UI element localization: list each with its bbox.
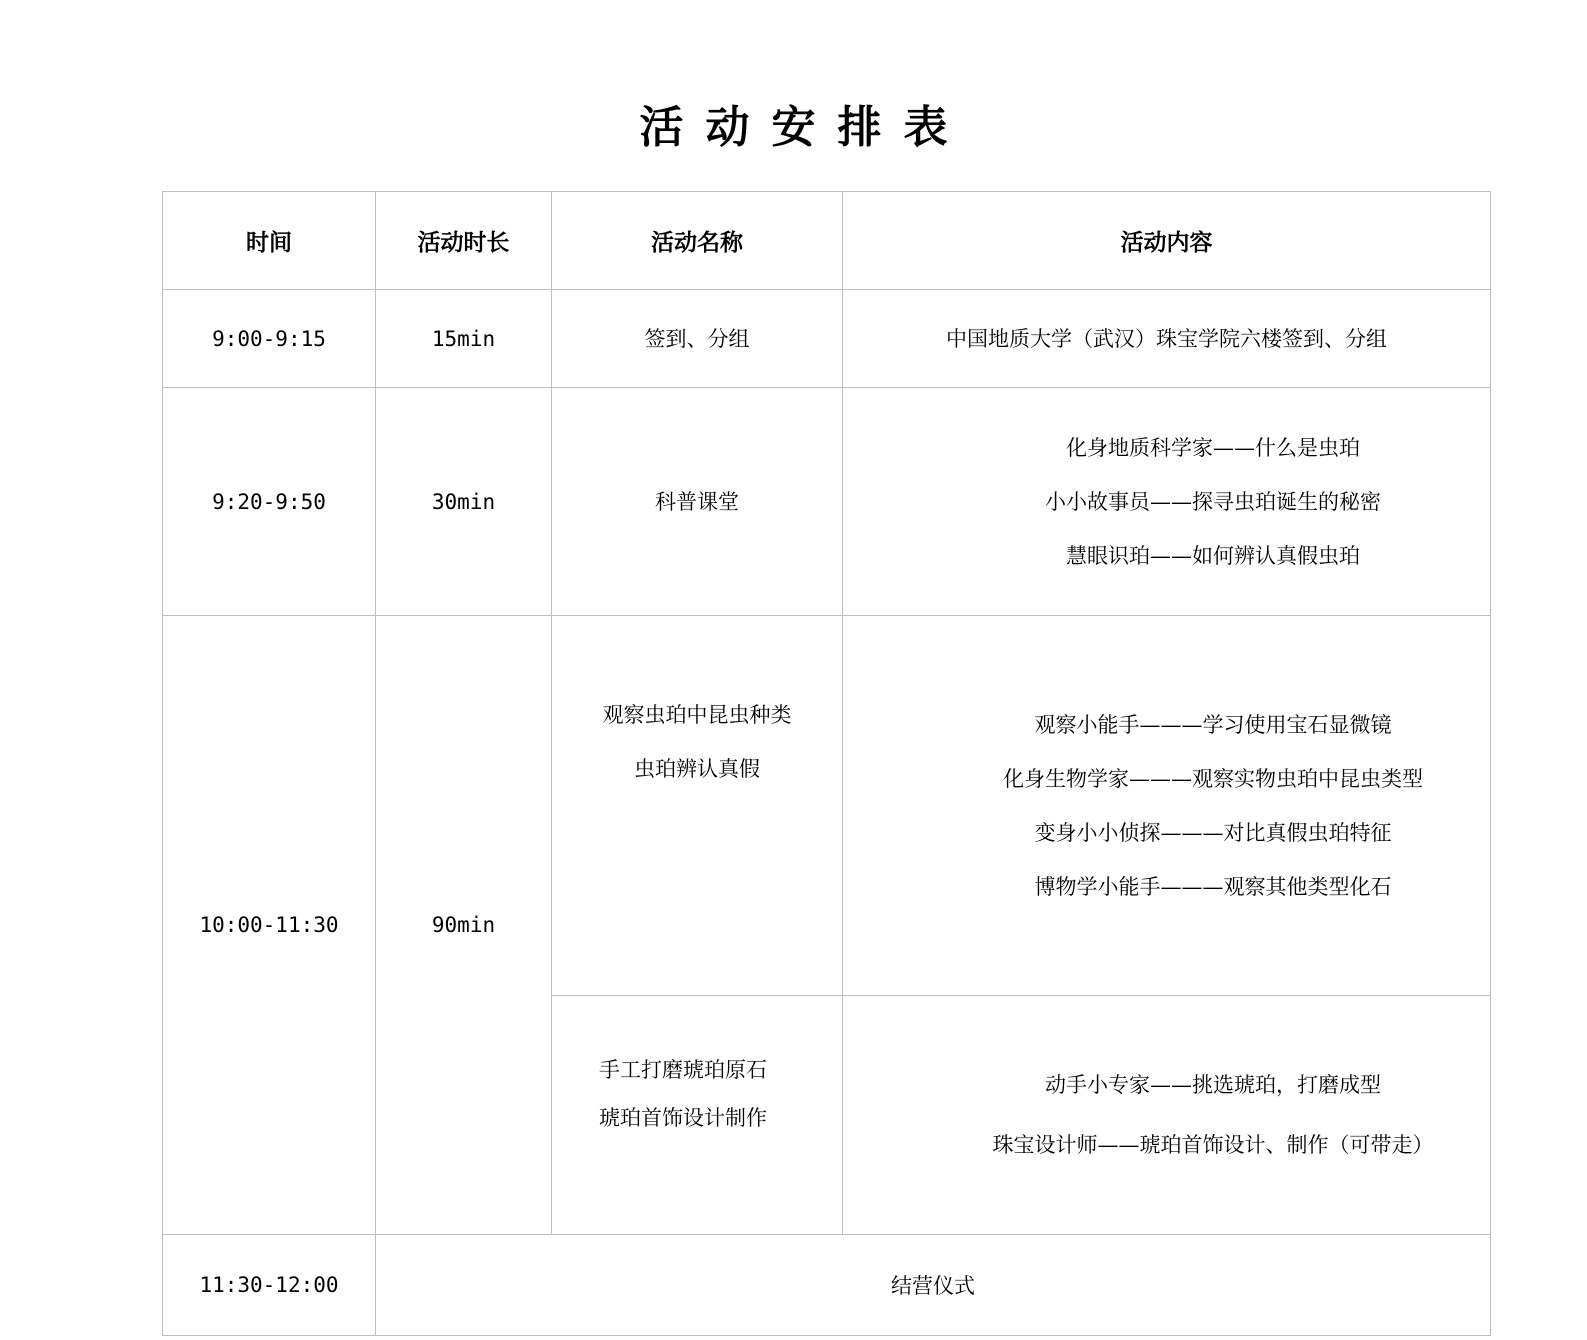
header-content: 活动内容 bbox=[843, 192, 1491, 290]
duration-cell: 90min bbox=[376, 616, 552, 1235]
schedule-table bbox=[162, 191, 1491, 1336]
activity-name-cell bbox=[552, 996, 843, 1235]
activity-content-line: 中国地质大学（武汉）珠宝学院六楼签到、分组 bbox=[946, 326, 1387, 351]
activity-name-cell bbox=[552, 388, 843, 616]
activity-name-cell bbox=[552, 616, 843, 996]
page-title: 活动安排表 bbox=[639, 102, 970, 153]
activity-name: 观察虫珀中昆虫种类 bbox=[602, 703, 792, 727]
table-row bbox=[163, 1235, 1491, 1336]
table-header-row bbox=[163, 192, 1491, 290]
table-row bbox=[163, 388, 1491, 616]
activity-content-line: 动手小专家——挑选琥珀，打磨成型 bbox=[1045, 1073, 1381, 1097]
time-cell: 9:00-9:15 bbox=[163, 290, 376, 388]
activity-name: 琥珀首饰设计制作 bbox=[599, 1106, 767, 1130]
activity-name: 科普课堂 bbox=[655, 489, 739, 514]
activity-content-line: 观察小能手———学习使用宝石显微镜 bbox=[1034, 712, 1392, 737]
activity-name: 虫珀辨认真假 bbox=[634, 757, 760, 781]
activity-content-line: 变身小小侦探———对比真假虫珀特征 bbox=[1034, 820, 1392, 845]
merged-activity-cell: 结营仪式 bbox=[376, 1235, 1491, 1336]
duration-cell: 15min bbox=[376, 290, 552, 388]
activity-content-line: 博物学小能手———观察其他类型化石 bbox=[1034, 874, 1392, 899]
header-name: 活动名称 bbox=[552, 192, 843, 290]
activity-name: 手工打磨琥珀原石 bbox=[599, 1058, 767, 1082]
activity-content-cell bbox=[843, 290, 1491, 388]
table-row bbox=[163, 290, 1491, 388]
activity-content-line: 化身地质科学家——什么是虫珀 bbox=[1066, 435, 1360, 460]
activity-content-line: 珠宝设计师——琥珀首饰设计、制作（可带走） bbox=[992, 1133, 1434, 1157]
activity-content-line: 慧眼识珀——如何辨认真假虫珀 bbox=[1066, 543, 1360, 568]
activity-name: 签到、分组 bbox=[644, 326, 750, 351]
activity-content-line: 化身生物学家———观察实物虫珀中昆虫类型 bbox=[1003, 766, 1423, 791]
time-cell: 11:30-12:00 bbox=[163, 1235, 376, 1336]
activity-content-cell bbox=[843, 616, 1491, 996]
time-cell: 9:20-9:50 bbox=[163, 388, 376, 616]
duration-cell: 30min bbox=[376, 388, 552, 616]
time-cell: 10:00-11:30 bbox=[163, 616, 376, 1235]
activity-content-cell bbox=[843, 996, 1491, 1235]
activity-content-cell bbox=[843, 388, 1491, 616]
activity-content-line: 小小故事员——探寻虫珀诞生的秘密 bbox=[1045, 489, 1381, 514]
header-duration: 活动时长 bbox=[376, 192, 552, 290]
activity-name-cell bbox=[552, 290, 843, 388]
header-time: 时间 bbox=[163, 192, 376, 290]
table-row bbox=[163, 616, 1491, 996]
